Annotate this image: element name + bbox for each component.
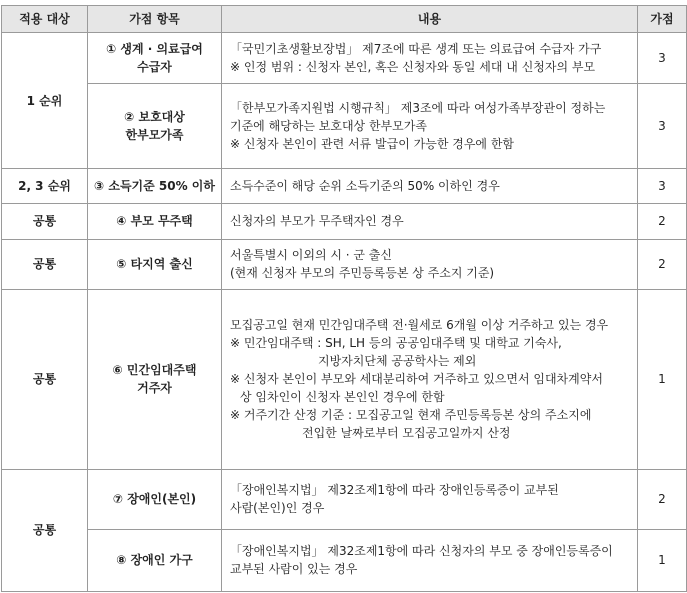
row-points: 1: [638, 289, 687, 469]
content-line: 상 임차인이 신청자 본인인 경우에 한함: [240, 390, 445, 405]
row-content: [222, 289, 638, 469]
content-line: 신청자의 부모가 무주택자인 경우: [230, 214, 404, 229]
content-line: (현재 신청자 부모의 주민등록등본 상 주소지 기준): [230, 266, 495, 281]
table-row: [2, 169, 687, 203]
row-points: 2: [638, 239, 687, 289]
row-item: ⑦ 장애인(본인): [88, 469, 222, 529]
header-content: 내용: [222, 6, 638, 33]
row-content: [222, 203, 638, 239]
row-content: [222, 529, 638, 591]
table-row: [2, 529, 687, 591]
content-line: ※ 신청자 본인이 관련 서류 발급이 가능한 경우에 한함: [230, 137, 515, 152]
content-line: ※ 신청자 본인이 부모와 세대분리하여 거주하고 있으면서 임대차계약서: [230, 372, 603, 387]
content-line: ※ 인정 범위 : 신청자 본인, 혹은 신청자와 동일 세대 내 신청자의 부모: [230, 60, 596, 75]
row-content: [222, 33, 638, 84]
table-row: [2, 469, 687, 529]
header-points: 가점: [638, 6, 687, 33]
row-points: 3: [638, 33, 687, 84]
row-content: [222, 84, 638, 169]
content-line: 모집공고일 현재 민간임대주택 전·월세로 6개월 이상 거주하고 있는 경우: [230, 318, 609, 333]
header-row: [2, 6, 687, 33]
group-common: 공통: [2, 469, 88, 591]
row-item: [88, 289, 222, 469]
group-second-priority: 2, 3 순위: [2, 169, 88, 203]
table-row: [2, 33, 687, 84]
group-common: 공통: [2, 239, 88, 289]
row-content: [222, 169, 638, 203]
row-points: 3: [638, 169, 687, 203]
content-line: 「장애인복지법」 제32조제1항에 따라 신청자의 부모 중 장애인등록증이: [230, 544, 613, 559]
row-points: 3: [638, 84, 687, 169]
item-line: 한부모가족: [125, 128, 184, 143]
content-line: ※ 민간임대주택 : SH, LH 등의 공공임대주택 및 대학교 기숙사,: [230, 336, 562, 351]
item-line: ② 보호대상: [124, 110, 185, 125]
content-line: 「국민기초생활보장법」 제7조에 따른 생계 또는 의료급여 수급자 가구: [230, 42, 602, 57]
content-line: 사람(본인)인 경우: [230, 501, 325, 516]
header-target: 적용 대상: [2, 6, 88, 33]
row-item: ⑤ 타지역 출신: [88, 239, 222, 289]
row-item: [88, 33, 222, 84]
item-line: ⑥ 민간임대주택: [112, 363, 197, 378]
content-line: 지방자치단체 공공학사는 제외: [318, 354, 477, 369]
row-item: [88, 84, 222, 169]
content-line: 서울특별시 이외의 시 · 군 출신: [230, 248, 392, 263]
item-line: 수급자: [137, 60, 172, 75]
table-row: [2, 289, 687, 469]
content-line: 「한부모가족지원법 시행규칙」 제3조에 따라 여성가족부장관이 정하는: [230, 101, 606, 116]
item-line: ① 생계 · 의료급여: [106, 42, 203, 57]
group-first-priority: 1 순위: [2, 33, 88, 169]
header-item: 가점 항목: [88, 6, 222, 33]
content-line: 교부된 사람이 있는 경우: [230, 562, 358, 577]
content-line: 소득수준이 해당 순위 소득기준의 50% 이하인 경우: [230, 179, 500, 194]
bonus-points-table: [1, 5, 687, 592]
row-content: [222, 469, 638, 529]
content-line: 「장애인복지법」 제32조제1항에 따라 장애인등록증이 교부된: [230, 483, 559, 498]
row-points: 1: [638, 529, 687, 591]
table-row: [2, 239, 687, 289]
content-line: 전입한 날짜로부터 모집공고일까지 산정: [302, 426, 511, 441]
table-row: [2, 84, 687, 169]
content-line: ※ 거주기간 산정 기준 : 모집공고일 현재 주민등록등본 상의 주소지에: [230, 408, 592, 423]
row-content: [222, 239, 638, 289]
row-points: 2: [638, 203, 687, 239]
row-points: 2: [638, 469, 687, 529]
group-common: 공통: [2, 203, 88, 239]
row-item: ④ 부모 무주택: [88, 203, 222, 239]
row-item: ③ 소득기준 50% 이하: [88, 169, 222, 203]
item-line: 거주자: [137, 381, 172, 396]
table-row: [2, 203, 687, 239]
row-item: ⑧ 장애인 가구: [88, 529, 222, 591]
group-common: 공통: [2, 289, 88, 469]
content-line: 기준에 해당하는 보호대상 한부모가족: [230, 119, 427, 134]
